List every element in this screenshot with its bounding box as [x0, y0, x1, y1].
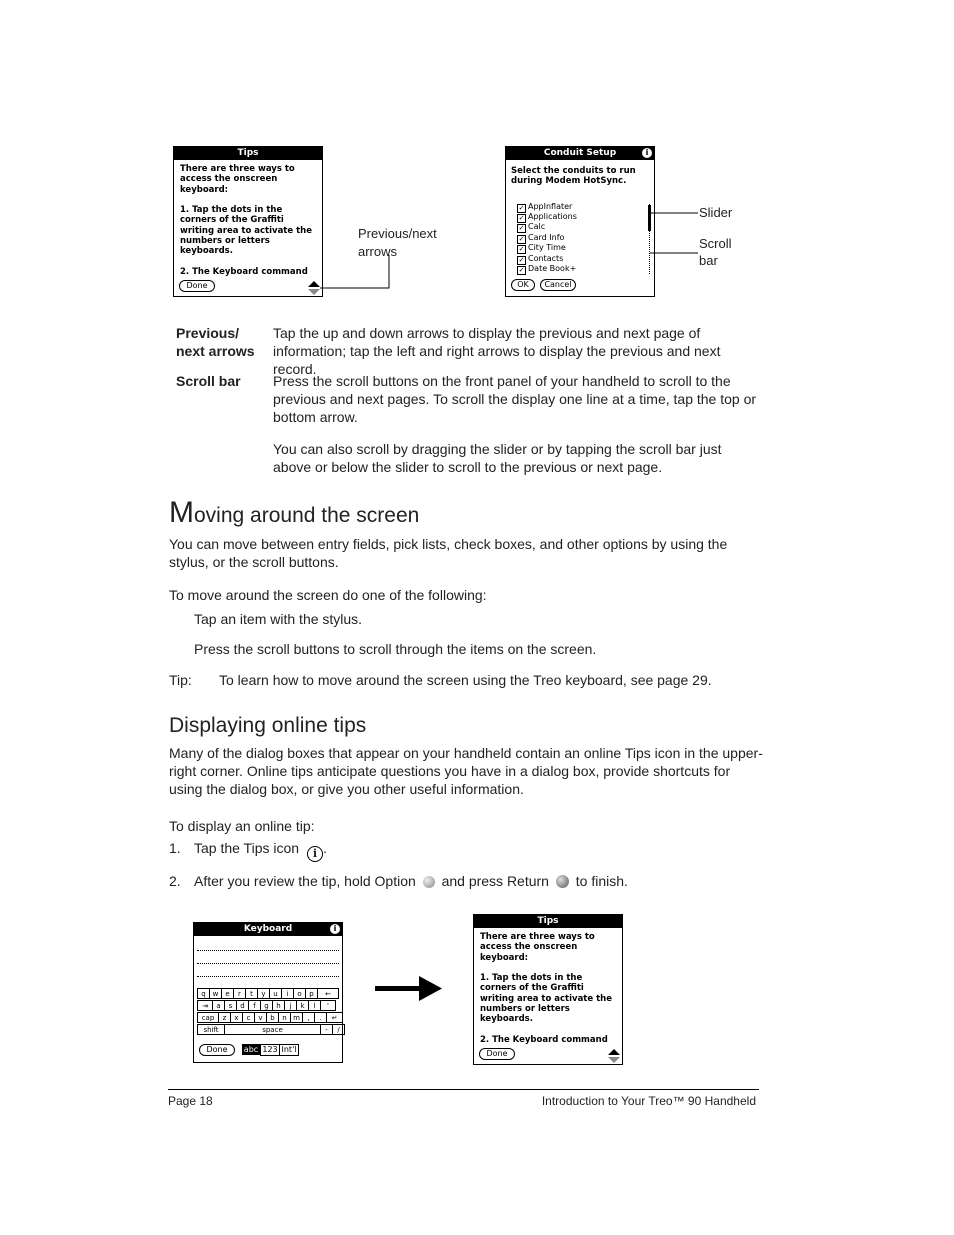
key-row: [197, 1012, 342, 1023]
key[interactable]: d: [236, 1000, 249, 1011]
checkbox-icon[interactable]: ✓: [518, 214, 525, 222]
tips-screen-figure: [173, 146, 323, 297]
section2-procedure-title: To display an online tip:: [169, 818, 315, 834]
key[interactable]: l: [308, 1000, 321, 1011]
tips-body: There are three ways to access the onscreen keyboard: 1. Tap the dots in the corners of the Graffiti writing area to activate the numbers or letters keyboards. 2. The Keyboard command: [180, 164, 312, 277]
text-area-line[interactable]: [197, 950, 339, 951]
key[interactable]: p: [305, 988, 318, 999]
step1: Tap the Tips icon i .: [194, 840, 327, 860]
tips-body: There are three ways to access the onscreen keyboard: 1. Tap the dots in the corners of the Graffiti writing area to activate the numbers or letters keyboards. 2. The Keyboard command: [480, 932, 612, 1045]
key[interactable]: n: [278, 1012, 291, 1023]
key[interactable]: b: [266, 1012, 279, 1023]
conduit-item[interactable]: ✓ AppInflater: [518, 202, 573, 212]
term-prev-next: Previous/ next arrows: [176, 325, 255, 359]
footer-title: Introduction to Your Treo™ 90 Handheld: [541, 1094, 756, 1108]
callout-slider-label: Slider: [699, 205, 733, 220]
conduit-item[interactable]: ✓ Contacts: [518, 254, 564, 264]
info-icon[interactable]: i: [330, 924, 340, 934]
keyboard-done-button[interactable]: Done: [199, 1044, 235, 1056]
key[interactable]: f: [248, 1000, 261, 1011]
section-heading-moving: Moving around the screen: [169, 496, 420, 529]
section2-intro: Many of the dialog boxes that appear on your handheld contain an online Tips icon in the upper-right corner. Online tips anticipate questions you have in a dialog box, provide shortcuts for using the dialog box, or give you other useful information.: [169, 745, 763, 797]
conduit-setup-screen: [505, 146, 655, 297]
callout-scroll-bar-label: Scroll bar: [699, 236, 732, 268]
callout-prev-next-label: Previous/next arrows: [358, 226, 437, 259]
key[interactable]: -: [320, 1024, 333, 1035]
conduit-title: Conduit Setup: [543, 148, 617, 158]
conduit-item[interactable]: ✓ Card Info: [518, 233, 565, 243]
checkbox-icon[interactable]: ✓: [518, 245, 525, 253]
section-heading-tips: Displaying online tips: [169, 714, 367, 737]
footer-page-number: Page 18: [168, 1094, 213, 1108]
tips-title-bar: Tips: [174, 147, 322, 160]
checkbox-icon[interactable]: ✓: [518, 266, 525, 274]
option-item: Press the scroll buttons to scroll through the items on the screen.: [194, 641, 597, 657]
option-key-icon: [423, 876, 435, 888]
checkbox-icon[interactable]: ✓: [518, 204, 525, 212]
checkbox-icon[interactable]: ✓: [518, 235, 525, 243]
key[interactable]: e: [221, 988, 234, 999]
key[interactable]: o: [293, 988, 306, 999]
return-key[interactable]: ↵: [326, 1012, 343, 1023]
prev-next-arrows-icon[interactable]: [608, 1049, 620, 1063]
desc-scroll-bar: Press the scroll buttons on the front panel of your handheld to scroll to the previous and next pages. To scroll the display one line at a time, tap the top or bottom arrow.: [273, 373, 757, 425]
conduit-item[interactable]: ✓ City Time: [518, 243, 566, 253]
key[interactable]: /: [332, 1024, 345, 1035]
checkbox-icon[interactable]: ✓: [518, 224, 525, 232]
key-row: [197, 1000, 335, 1011]
key[interactable]: t: [245, 988, 258, 999]
tip-text: To learn how to move around the screen using the Treo keyboard, see page 29.: [219, 672, 712, 688]
ok-button[interactable]: OK: [511, 279, 535, 291]
tips-title-bar: Tips: [474, 915, 622, 928]
tips-done-button[interactable]: Done: [479, 1048, 515, 1060]
caps-key[interactable]: cap: [197, 1012, 219, 1023]
desc-prev-next: Tap the up and down arrows to display the previous and next page of information; tap the left and right arrows to display the previous and next record.: [273, 325, 721, 377]
key-row: [197, 988, 338, 999]
text-area-line[interactable]: [197, 976, 339, 977]
key[interactable]: h: [272, 1000, 285, 1011]
key[interactable]: q: [197, 988, 210, 999]
key[interactable]: m: [290, 1012, 303, 1023]
tips-info-icon: i: [307, 846, 323, 862]
term-scroll-bar: Scroll bar: [176, 373, 241, 389]
section1-procedure-title: To move around the screen do one of the following:: [169, 587, 487, 603]
conduit-title-bar: [506, 147, 654, 160]
key-row: [197, 1024, 344, 1035]
key[interactable]: i: [281, 988, 294, 999]
key[interactable]: y: [257, 988, 270, 999]
key[interactable]: j: [284, 1000, 297, 1011]
shift-key[interactable]: shift: [197, 1024, 225, 1035]
step-number: 1.: [169, 840, 181, 856]
step-number: 2.: [169, 873, 181, 889]
key[interactable]: ,: [302, 1012, 315, 1023]
conduit-item[interactable]: ✓ Applications: [518, 212, 577, 222]
tips-screen-result: [473, 914, 623, 1065]
key[interactable]: w: [209, 988, 222, 999]
tips-done-button[interactable]: Done: [179, 280, 215, 292]
desc-scroll-bar-2: You can also scroll by dragging the slider or by tapping the scroll bar just above or below the slider to scroll to the previous or next page.: [273, 441, 722, 475]
key[interactable]: k: [296, 1000, 309, 1011]
backspace-key[interactable]: ←: [317, 988, 339, 999]
return-key-icon: [556, 875, 569, 888]
key[interactable]: .: [314, 1012, 327, 1023]
key[interactable]: c: [242, 1012, 255, 1023]
conduit-body: Select the conduits to run during Modem HotSync.: [511, 166, 636, 187]
key[interactable]: v: [254, 1012, 267, 1023]
right-arrow-icon: [375, 975, 443, 1003]
key[interactable]: z: [218, 1012, 231, 1023]
conduit-item[interactable]: ✓ Date Book+: [518, 264, 577, 274]
key[interactable]: s: [224, 1000, 237, 1011]
mode-intl-button[interactable]: Int'l: [279, 1044, 299, 1056]
key[interactable]: g: [260, 1000, 273, 1011]
key[interactable]: ': [320, 1000, 336, 1011]
mode-abc-button[interactable]: abc: [243, 1045, 259, 1054]
checkbox-icon[interactable]: ✓: [518, 256, 525, 264]
key[interactable]: a: [212, 1000, 225, 1011]
key[interactable]: u: [269, 988, 282, 999]
key[interactable]: r: [233, 988, 246, 999]
section1-intro: You can move between entry fields, pick lists, check boxes, and other options by using the stylus, or the scroll buttons.: [169, 536, 728, 570]
keyboard-title-bar: [194, 923, 342, 936]
callout-line-slider: [650, 205, 700, 265]
footer-rule: [168, 1089, 759, 1090]
conduit-item[interactable]: ✓ Calc: [518, 222, 546, 232]
keyboard-screen: [193, 922, 343, 1063]
option-item: Tap an item with the stylus.: [194, 611, 363, 627]
tip-label: Tip:: [169, 672, 192, 688]
info-icon[interactable]: i: [642, 148, 652, 158]
tab-key[interactable]: ⇥: [197, 1000, 213, 1011]
mode-123-button[interactable]: 123: [260, 1044, 280, 1056]
keyboard-title: Keyboard: [243, 924, 293, 934]
space-key[interactable]: space: [224, 1024, 321, 1035]
text-area-line[interactable]: [197, 963, 339, 964]
cancel-button[interactable]: Cancel: [540, 279, 576, 291]
key[interactable]: x: [230, 1012, 243, 1023]
step2: After you review the tip, hold Option and press Return to finish.: [194, 873, 628, 889]
